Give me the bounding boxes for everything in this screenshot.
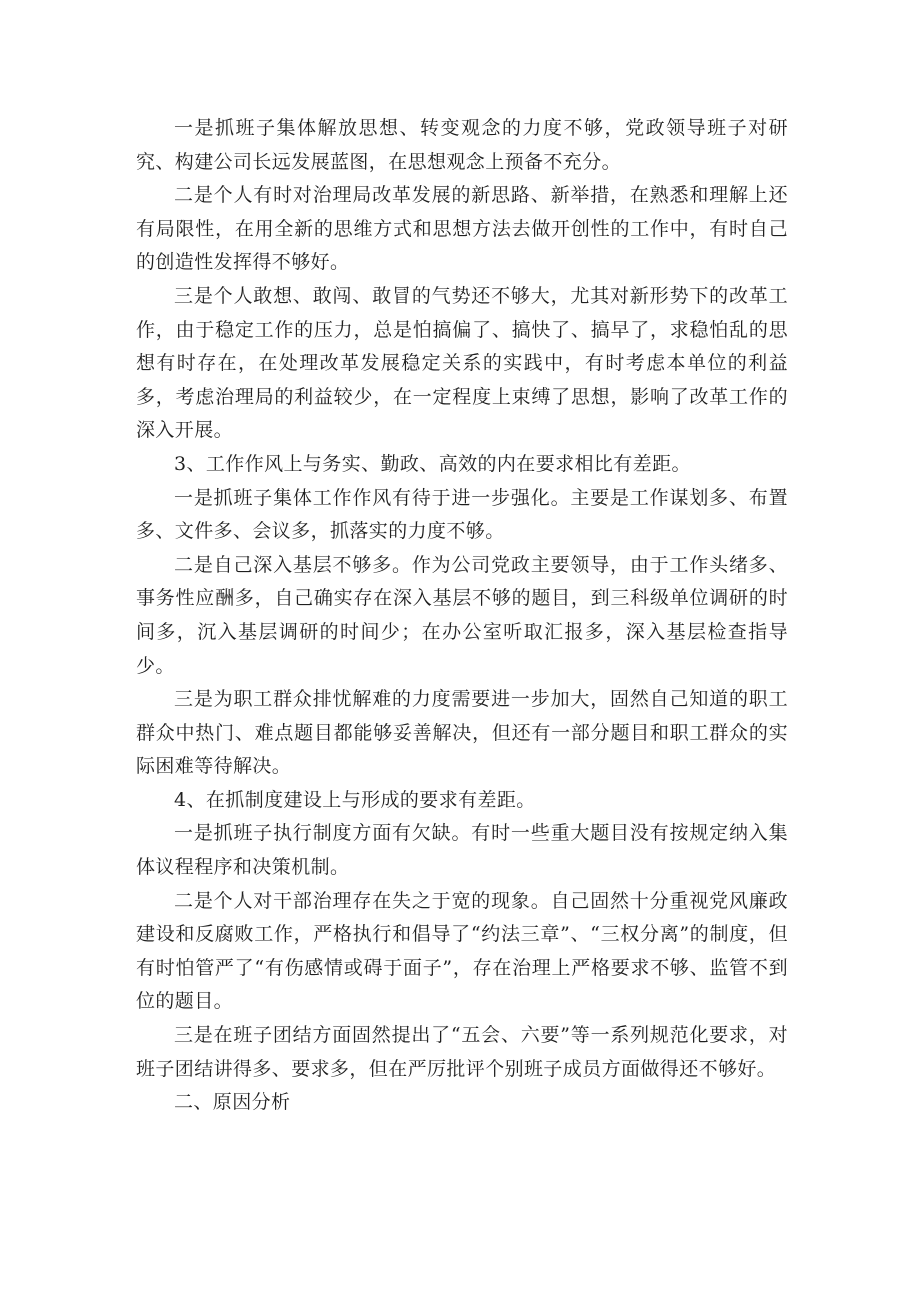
paragraph-leadership-mindset: 一是抓班子集体解放思想、转变观念的力度不够，党政领导班子对研究、构建公司长远发展蓝图，在思想观念上预备不充分。 xyxy=(136,117,788,173)
paragraph-system-execution: 一是抓班子执行制度方面有欠缺。有时一些重大题目没有按规定纳入集体议程程序和决策机制。 xyxy=(136,822,788,879)
section-heading-system-building: 4、在抓制度建设上与形成的要求有差距。 xyxy=(174,788,536,811)
paragraph-reform-courage: 三是个人敢想、敢闯、敢冒的气势还不够大，尤其对新形势下的改革工作，由于稳定工作的压力，总是怕搞偏了、搞快了、搞早了，求稳怕乱的思想有时存在，在处理改革发展稳定关系的实践中，有时考虑本单位的利益多，考虑治理局的利益较少，在一定程度上束缚了思想，影响了改革工作的深入开展。 xyxy=(136,284,788,442)
section-heading-cause-analysis: 二、原因分析 xyxy=(174,1091,291,1114)
section-heading-work-style: 3、工作作风上与务实、勤政、高效的内在要求相比有差距。 xyxy=(174,452,691,475)
paragraph-team-unity: 三是在班子团结方面固然提出了“五会、六要”等一系列规范化要求，对班子团结讲得多、要求多，但在严厉批评个别班子成员方面做得还不够好。 xyxy=(136,1024,788,1080)
paragraph-cadre-management: 二是个人对干部治理存在失之于宽的现象。自己固然十分重视党风廉政建设和反腐败工作，严格执行和倡导了“约法三章”、“三权分离”的制度，但有时怕管严了“有伤感情或碍于面子”，存在治理上严格要求不够、监管不到位的题目。 xyxy=(136,889,788,1013)
paragraph-team-work-style: 一是抓班子集体工作作风有待于进一步强化。主要是工作谋划多、布置多、文件多、会议多，抓落实的力度不够。 xyxy=(136,486,788,543)
paragraph-worker-difficulties: 三是为职工群众排忧解难的力度需要进一步加大，固然自己知道的职工群众中热门、难点题目都能够妥善解决，但还有一部分题目和职工群众的实际困难等待解决。 xyxy=(136,688,788,778)
document-body xyxy=(136,112,788,1120)
paragraph-new-thinking: 二是个人有时对治理局改革发展的新思路、新举措，在熟悉和理解上还有局限性，在用全新的思维方式和思想方法去做开创性的工作中，有时自己的创造性发挥得不够好。 xyxy=(136,184,788,274)
paragraph-grassroots: 二是自己深入基层不够多。作为公司党政主要领导，由于工作头绪多、事务性应酬多，自己确实存在深入基层不够的题目，到三科级单位调研的时间多，沉入基层调研的时间少；在办公室听取汇报多，深入基层检查指导少。 xyxy=(136,553,788,677)
